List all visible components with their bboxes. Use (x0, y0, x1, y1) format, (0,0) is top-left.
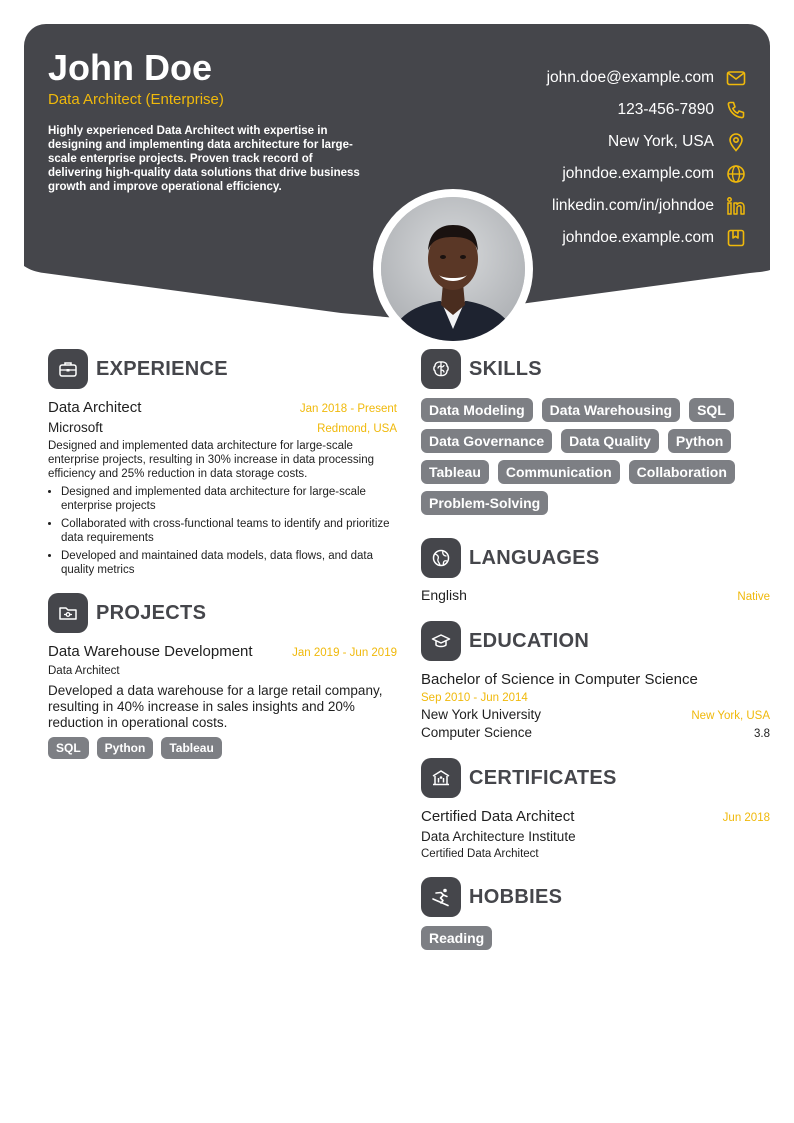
contact-email-text[interactable]: john.doe@example.com (546, 69, 714, 86)
education-item (421, 671, 770, 740)
certificates-title: CERTIFICATES (469, 766, 617, 789)
gpa-value: 3.8 (754, 728, 770, 740)
field-of-study: Computer Science (421, 725, 533, 740)
profile-photo (381, 197, 525, 341)
institution-icon (421, 758, 461, 798)
language-name: English (421, 587, 467, 603)
brain-icon (421, 349, 461, 389)
job-bullet: • Developed and maintained data models, data flows, and data quality metrics (61, 549, 397, 577)
phone-icon (726, 100, 746, 120)
project-item (48, 643, 397, 759)
skill-tag: Data Modeling (421, 398, 533, 422)
languages-title: LANGUAGES (469, 546, 600, 569)
profile-photo-frame (373, 189, 533, 349)
job-bullet: • Collaborated with cross-functional teams to identify and prioritize data requirements (61, 517, 397, 545)
experience-header (48, 348, 397, 390)
projects-header (48, 592, 397, 634)
hobbies-list (421, 926, 770, 957)
contact-linkedin-text[interactable]: linkedin.com/in/johndoe (552, 197, 714, 214)
skill-tag: SQL (689, 398, 734, 422)
project-tag: Python (97, 737, 154, 759)
certificate-detail: Certified Data Architect (421, 848, 539, 860)
language-level: Native (737, 591, 770, 603)
skill-tag: Tableau (421, 460, 489, 484)
project-tag: SQL (48, 737, 89, 759)
language-globe-icon (421, 538, 461, 578)
left-column (48, 348, 397, 759)
school-location: New York, USA (691, 710, 770, 722)
profile-summary: Highly experienced Data Architect with expertise in designing and implementing data architecture for large-scale enterprise projects. Proven track record of delivering high-quality data solutions that drive business growth and improve operational efficiency. (48, 125, 360, 193)
certificate-issuer: Data Architecture Institute (421, 829, 576, 844)
folder-icon (48, 593, 88, 633)
linkedin-icon (726, 196, 746, 216)
company-name: Microsoft (48, 420, 103, 435)
skill-tag: Collaboration (629, 460, 735, 484)
education-header (421, 620, 770, 662)
certificate-name: Certified Data Architect (421, 808, 575, 825)
project-dates: Jan 2019 - Jun 2019 (292, 647, 397, 659)
hobby-tag: Reading (421, 926, 492, 950)
skills-title: SKILLS (469, 357, 542, 380)
contact-phone-text[interactable]: 123-456-7890 (617, 101, 714, 118)
briefcase-icon (48, 349, 88, 389)
globe-icon (726, 164, 746, 184)
contact-location-text: New York, USA (608, 133, 714, 150)
projects-title: PROJECTS (96, 601, 207, 624)
job-bullets (48, 485, 397, 577)
skills-header (421, 348, 770, 390)
skill-tag: Data Warehousing (542, 398, 680, 422)
hobbies-title: HOBBIES (469, 885, 563, 908)
location-pin-icon (726, 132, 746, 152)
language-item (421, 587, 770, 603)
mail-icon (726, 68, 746, 88)
right-column (421, 348, 770, 957)
experience-item (48, 399, 397, 577)
degree-name: Bachelor of Science in Computer Science (421, 671, 698, 688)
project-title: Data Warehouse Development (48, 643, 253, 660)
project-description: Developed a data warehouse for a large retail company, resulting in 40% increase in sales insights and 20% reduction in operational costs. (48, 683, 383, 730)
hobbies-header (421, 876, 770, 918)
education-dates: Sep 2010 - Jun 2014 (421, 692, 528, 704)
project-tags (48, 737, 397, 759)
skill-tag: Communication (498, 460, 620, 484)
candidate-name: John Doe (48, 47, 213, 88)
skills-list (421, 398, 770, 522)
skill-tag: Python (668, 429, 731, 453)
company-location: Redmond, USA (317, 423, 397, 435)
skill-tag: Problem-Solving (421, 491, 548, 515)
job-description: Designed and implemented data architecture for large-scale enterprise projects, resulting in 30% increase in data processing efficiency and 25% reduction in data storage costs. (48, 440, 375, 480)
contact-linkedin[interactable] (547, 190, 746, 222)
skiing-icon (421, 877, 461, 917)
contact-website-text[interactable]: johndoe.example.com (562, 165, 714, 182)
certificate-date: Jun 2018 (722, 812, 770, 824)
contact-website[interactable] (547, 158, 746, 190)
graduation-cap-icon (421, 621, 461, 661)
candidate-title: Data Architect (Enterprise) (48, 91, 224, 108)
skill-tag: Data Quality (561, 429, 659, 453)
job-dates: Jan 2018 - Present (299, 403, 397, 415)
school-name: New York University (421, 707, 542, 722)
education-title: EDUCATION (469, 629, 590, 652)
contact-email[interactable] (547, 62, 746, 94)
languages-header (421, 537, 770, 579)
project-role: Data Architect (48, 665, 120, 677)
project-tag: Tableau (161, 737, 221, 759)
contact-list (547, 62, 746, 254)
contact-location (547, 126, 746, 158)
certificates-header (421, 757, 770, 799)
contact-portfolio[interactable] (547, 222, 746, 254)
certificate-item (421, 808, 770, 860)
job-title: Data Architect (48, 399, 142, 416)
experience-title: EXPERIENCE (96, 357, 228, 380)
contact-phone[interactable] (547, 94, 746, 126)
skill-tag: Data Governance (421, 429, 552, 453)
bookmark-icon (726, 228, 746, 248)
contact-portfolio-text[interactable]: johndoe.example.com (562, 229, 714, 246)
job-bullet: • Designed and implemented data architecture for large-scale enterprise projects (61, 485, 397, 513)
